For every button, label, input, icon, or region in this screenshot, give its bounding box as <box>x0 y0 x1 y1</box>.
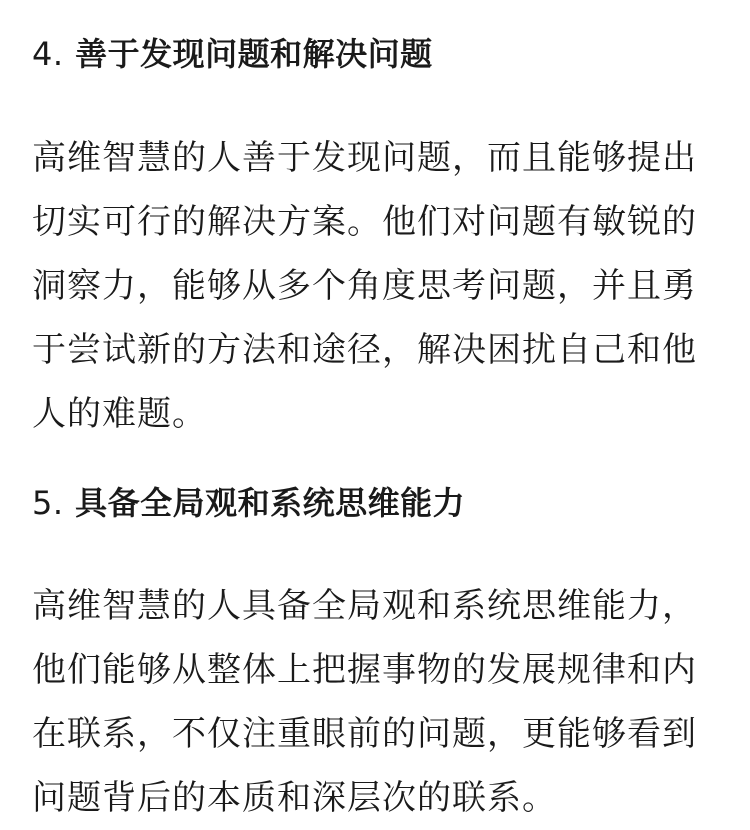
paragraph-line: 洞察力，能够从多个角度思考问题，并且勇 <box>32 266 697 306</box>
section-paragraph <box>32 126 718 446</box>
paragraph-line: 他们能够从整体上把握事物的发展规律和内 <box>32 650 697 690</box>
section-number: 5. <box>32 484 64 522</box>
paragraph-line: 人的难题。 <box>32 394 207 434</box>
paragraph-line: 高维智慧的人具备全局观和系统思维能力， <box>32 586 697 626</box>
paragraph-line: 高维智慧的人善于发现问题，而且能够提出 <box>32 138 697 178</box>
section-heading-text: 善于发现问题和解决问题 <box>75 35 433 73</box>
section-heading <box>32 483 718 523</box>
paragraph-line: 切实可行的解决方案。他们对问题有敏锐的 <box>32 202 697 242</box>
section-heading <box>32 34 718 74</box>
section-heading-text: 具备全局观和系统思维能力 <box>75 484 466 522</box>
paragraph-line: 于尝试新的方法和途径，解决困扰自己和他 <box>32 330 697 370</box>
paragraph-line: 问题背后的本质和深层次的联系。 <box>32 778 557 818</box>
paragraph-line: 在联系，不仅注重眼前的问题，更能够看到 <box>32 714 697 754</box>
section-paragraph <box>32 574 718 830</box>
section-number: 4. <box>32 35 64 73</box>
